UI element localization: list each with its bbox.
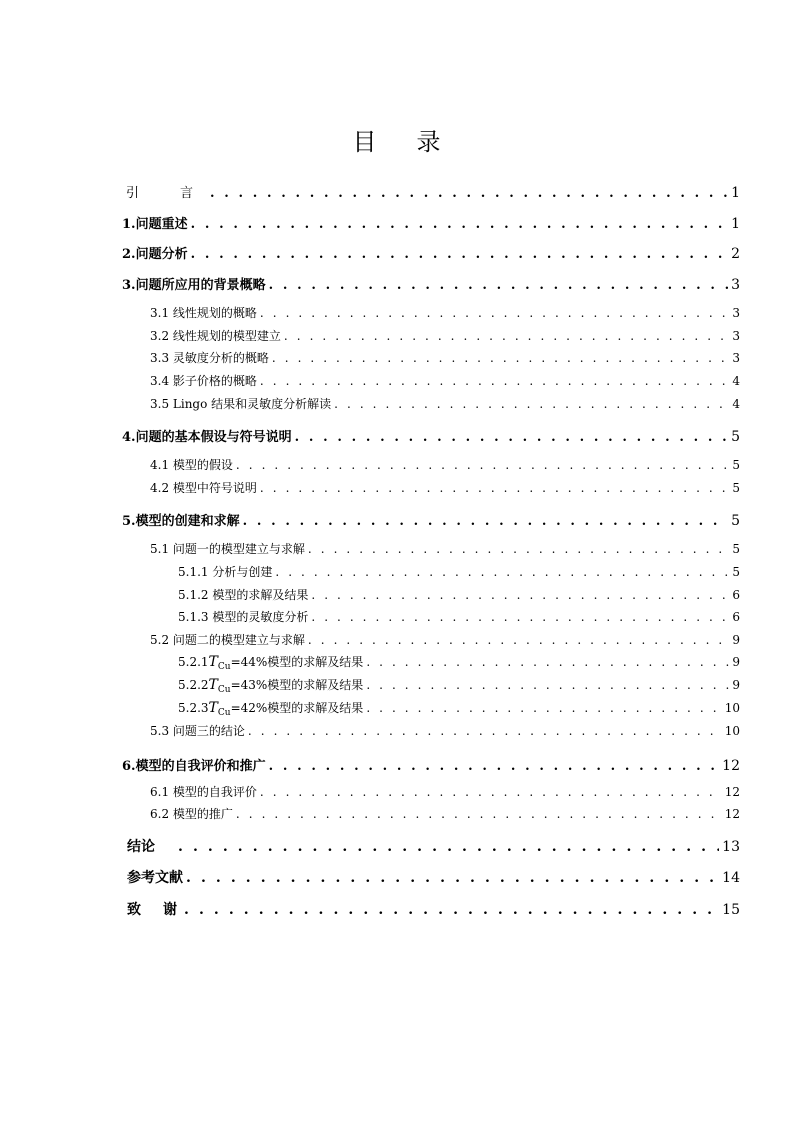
toc-label: 5.1.1 分析与创建 (178, 565, 273, 579)
toc-label: 引 言 (126, 186, 208, 201)
leader-dots (295, 430, 729, 445)
leader-dots (308, 633, 729, 647)
label-suffix: =42%模型的求解及结果 (230, 701, 364, 715)
toc-label (178, 676, 363, 695)
leader-dots (186, 870, 719, 886)
leader-dots (284, 329, 729, 343)
toc-label: 3.1 线性规划的概略 (150, 306, 257, 320)
toc-page-number: 5 (731, 429, 740, 445)
toc-page-number: 10 (724, 701, 740, 715)
toc-label: 3.问题所应用的背景概略 (122, 278, 266, 293)
toc-label: 5.1 问题一的模型建立与求解 (150, 542, 305, 556)
toc-entry-5-2-2[interactable] (178, 676, 740, 695)
toc-label: 2.问题分析 (122, 247, 188, 262)
leader-dots (366, 655, 729, 669)
toc-page-number: 2 (731, 246, 740, 262)
toc-page-number: 3 (732, 351, 740, 365)
leader-dots (236, 807, 722, 821)
toc-entry-3-1[interactable] (150, 304, 740, 321)
toc-entry-5-2-3[interactable] (178, 699, 740, 718)
leader-dots (191, 247, 729, 262)
label-suffix: =44%模型的求解及结果 (230, 655, 364, 669)
toc-entry-3-5[interactable] (150, 395, 740, 412)
toc-entry-5-2-1[interactable] (178, 653, 740, 672)
toc-page-number: 4 (732, 397, 740, 411)
toc-page-number: 5 (732, 565, 740, 579)
toc-entry-5-1-3[interactable] (178, 608, 740, 625)
toc-label: 结论 (127, 839, 155, 855)
toc-label: 3.3 灵敏度分析的概略 (150, 351, 269, 365)
toc-page-number: 1 (731, 185, 740, 201)
toc-page-number: 9 (732, 655, 740, 669)
toc-page-number: 14 (722, 870, 740, 886)
title-char-1: 目 (352, 128, 417, 156)
toc-entry-conclusion[interactable] (127, 836, 740, 856)
leader-dots (210, 186, 728, 201)
toc-page-number: 5 (732, 458, 740, 472)
toc-label: 5.1.2 模型的求解及结果 (178, 588, 309, 602)
variable-t: T (208, 700, 218, 716)
toc-entry-4-1[interactable] (150, 456, 740, 473)
toc-entry-5-1-1[interactable] (178, 563, 740, 580)
toc-page-number: 3 (732, 329, 740, 343)
leader-dots (269, 759, 720, 774)
toc-label: 3.4 影子价格的概略 (150, 374, 257, 388)
label-prefix: 5.2.3 (178, 701, 209, 715)
toc-entry-5-3[interactable] (150, 722, 740, 739)
toc-label: 4.1 模型的假设 (150, 458, 233, 472)
toc-label: 3.2 线性规划的模型建立 (150, 329, 281, 343)
leader-dots (275, 565, 729, 579)
toc-entry-6[interactable] (122, 755, 740, 774)
toc-label: 6.2 模型的推广 (150, 807, 233, 821)
toc-label: 5.1.3 模型的灵敏度分析 (178, 610, 309, 624)
toc-label: 6.1 模型的自我评价 (150, 785, 257, 799)
toc-page-number: 1 (731, 216, 740, 232)
toc-entry-5-1[interactable] (150, 540, 740, 557)
leader-dots (272, 351, 729, 365)
leader-dots (248, 724, 722, 738)
toc-page-number: 12 (722, 758, 740, 774)
leader-dots (191, 217, 729, 232)
toc-label: 5.模型的创建和求解 (122, 514, 240, 529)
toc-label: 3.5 Lingo 结果和灵敏度分析解读 (150, 397, 332, 411)
page-title (0, 122, 793, 157)
toc-page-number: 9 (732, 678, 740, 692)
toc-entry-6-1[interactable] (150, 783, 740, 800)
variable-t: T (208, 677, 218, 693)
toc-entry-2[interactable] (122, 243, 740, 262)
toc-label: 1.问题重述 (122, 217, 188, 232)
toc-page-number: 12 (724, 807, 740, 821)
leader-dots (243, 514, 729, 529)
leader-dots (366, 678, 729, 692)
toc-page-number: 3 (731, 277, 740, 293)
toc-label (178, 699, 363, 718)
toc-entry-5-2[interactable] (150, 631, 740, 648)
leader-dots (260, 481, 729, 495)
leader-dots (260, 374, 729, 388)
toc-page-number: 10 (724, 724, 740, 738)
toc-label: 参考文献 (127, 870, 183, 886)
toc-label: 5.3 问题三的结论 (150, 724, 245, 738)
toc-page-number: 5 (732, 542, 740, 556)
toc-page-number: 12 (724, 785, 740, 799)
leader-dots (334, 397, 729, 411)
label-prefix: 5.2.2 (178, 678, 209, 692)
toc-entry-5[interactable] (122, 510, 740, 529)
toc-label: 6.模型的自我评价和推广 (122, 759, 266, 774)
toc-entry-5-1-2[interactable] (178, 586, 740, 603)
toc-entry-references[interactable] (127, 867, 740, 887)
leader-dots (260, 306, 729, 320)
toc-label: 4.问题的基本假设与符号说明 (122, 430, 292, 445)
leader-dots (178, 839, 719, 855)
label-suffix: =43%模型的求解及结果 (230, 678, 364, 692)
toc-entry-3[interactable] (122, 274, 740, 293)
toc-entry-thanks[interactable] (127, 899, 740, 919)
leader-dots (308, 542, 729, 556)
variable-t: T (208, 654, 218, 670)
toc-page-number: 5 (731, 513, 740, 529)
variable-subscript: Cu (217, 685, 231, 695)
toc-page-number: 13 (722, 839, 740, 855)
toc-label (178, 653, 363, 672)
leader-dots (269, 278, 729, 293)
toc-page-number: 6 (732, 588, 740, 602)
title-char-2: 录 (416, 128, 481, 156)
toc-entry-4-2[interactable] (150, 479, 740, 496)
variable-subscript: Cu (217, 662, 231, 672)
toc-page-number: 6 (732, 610, 740, 624)
toc-entry-3-3[interactable] (150, 349, 740, 366)
leader-dots (311, 610, 729, 624)
toc-entry-intro[interactable] (126, 182, 740, 201)
toc-page-number: 9 (732, 633, 740, 647)
toc-entry-6-2[interactable] (150, 805, 740, 822)
leader-dots (236, 458, 729, 472)
toc-entry-1[interactable] (122, 213, 740, 232)
toc-label: 4.2 模型中符号说明 (150, 481, 257, 495)
label-prefix: 5.2.1 (178, 655, 209, 669)
toc-entry-3-4[interactable] (150, 372, 740, 389)
toc-entry-4[interactable] (122, 426, 740, 445)
leader-dots (366, 701, 721, 715)
toc-page-number: 3 (732, 306, 740, 320)
toc-label: 5.2 问题二的模型建立与求解 (150, 633, 305, 647)
leader-dots (311, 588, 729, 602)
toc-label: 致 谢 (127, 902, 181, 918)
toc-entry-3-2[interactable] (150, 327, 740, 344)
toc-page-number: 4 (732, 374, 740, 388)
toc-page-number: 5 (732, 481, 740, 495)
variable-subscript: Cu (217, 708, 231, 718)
leader-dots (184, 902, 719, 918)
toc-page-number: 15 (722, 902, 740, 918)
leader-dots (260, 785, 722, 799)
